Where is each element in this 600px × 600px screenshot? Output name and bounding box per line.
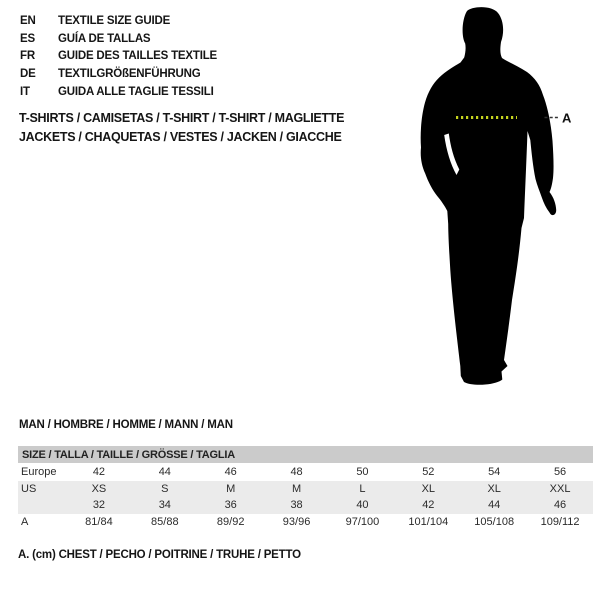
table-cell: 89/92 <box>216 516 245 529</box>
language-label: GUIDA ALLE TAGLIE TESSILI <box>58 85 214 98</box>
table-cell: 36 <box>224 499 237 512</box>
table-cell: M <box>226 482 236 495</box>
table-cell: 101/104 <box>408 516 449 529</box>
language-code: ES <box>20 32 35 45</box>
table-cell: 56 <box>553 465 567 478</box>
language-row <box>20 30 217 48</box>
row-label: A <box>21 516 29 529</box>
language-label: TEXTILE SIZE GUIDE <box>58 14 171 27</box>
table-cell: 97/100 <box>345 516 380 529</box>
table-cell: 93/96 <box>282 516 311 529</box>
table-cell: S <box>161 482 169 495</box>
table-cell: 42 <box>92 465 106 478</box>
table-cell: 48 <box>290 465 303 478</box>
table-cell: XS <box>91 482 107 495</box>
table-cell: 54 <box>488 465 501 478</box>
language-row <box>20 83 217 101</box>
language-code: IT <box>20 85 30 98</box>
table-cell: 52 <box>422 465 435 478</box>
language-label: GUIDE DES TAILLES TEXTILE <box>58 50 217 63</box>
row-label: US <box>21 482 37 495</box>
language-label: GUÍA DE TALLAS <box>58 32 151 45</box>
table-cell: 81/84 <box>85 516 113 529</box>
language-row <box>20 47 217 65</box>
table-cell: 44 <box>488 499 501 512</box>
table-cell: 109/112 <box>540 516 580 529</box>
language-code: FR <box>20 50 35 63</box>
table-cell: 32 <box>92 499 106 512</box>
table-cell: 40 <box>356 499 369 512</box>
language-code: DE <box>20 67 36 80</box>
table-row-chest-a <box>18 514 593 532</box>
category-line-jackets: JACKETS / CHAQUETAS / VESTES / JACKEN / GIACCHE <box>19 129 342 144</box>
size-table <box>18 446 593 531</box>
table-cell: 38 <box>290 499 303 512</box>
measure-label-a: A <box>562 110 572 126</box>
table-row-europe <box>18 463 593 481</box>
table-cell: L <box>359 482 366 495</box>
table-cell: 34 <box>158 499 171 512</box>
table-cell: XL <box>487 482 501 495</box>
table-cell: 105/108 <box>474 516 515 529</box>
table-row-us <box>18 481 593 498</box>
language-title-list <box>20 12 217 100</box>
table-cell: 42 <box>422 499 435 512</box>
language-row <box>20 12 217 30</box>
garment-categories <box>19 109 344 146</box>
table-cell: 46 <box>553 499 567 512</box>
language-code: EN <box>20 14 36 27</box>
table-cell: XXL <box>549 482 571 495</box>
language-label: TEXTILGRÖßENFÜHRUNG <box>58 67 201 80</box>
table-row-us-numeric <box>18 497 593 514</box>
language-row <box>20 65 217 83</box>
section-title-man: MAN / HOMBRE / HOMME / MANN / MAN <box>19 419 233 431</box>
table-cell: 46 <box>224 465 237 478</box>
man-silhouette-figure <box>405 5 575 395</box>
category-line-tshirts: T-SHIRTS / CAMISETAS / T-SHIRT / T-SHIRT / MAGLIETTE <box>19 111 345 125</box>
table-cell: 44 <box>158 465 171 478</box>
table-cell: 50 <box>356 465 369 478</box>
man-silhouette <box>421 7 557 385</box>
measurement-footnote: A. (cm) CHEST / PECHO / POITRINE / TRUHE / PETTO <box>18 549 301 561</box>
table-cell: XL <box>421 482 436 495</box>
table-cell: 85/88 <box>151 516 179 529</box>
man-silhouette-svg <box>405 5 575 395</box>
size-table-header: SIZE / TALLA / TAILLE / GRÖSSE / TAGLIA <box>18 446 593 463</box>
row-label: Europe <box>21 465 57 478</box>
table-cell: M <box>291 482 302 495</box>
